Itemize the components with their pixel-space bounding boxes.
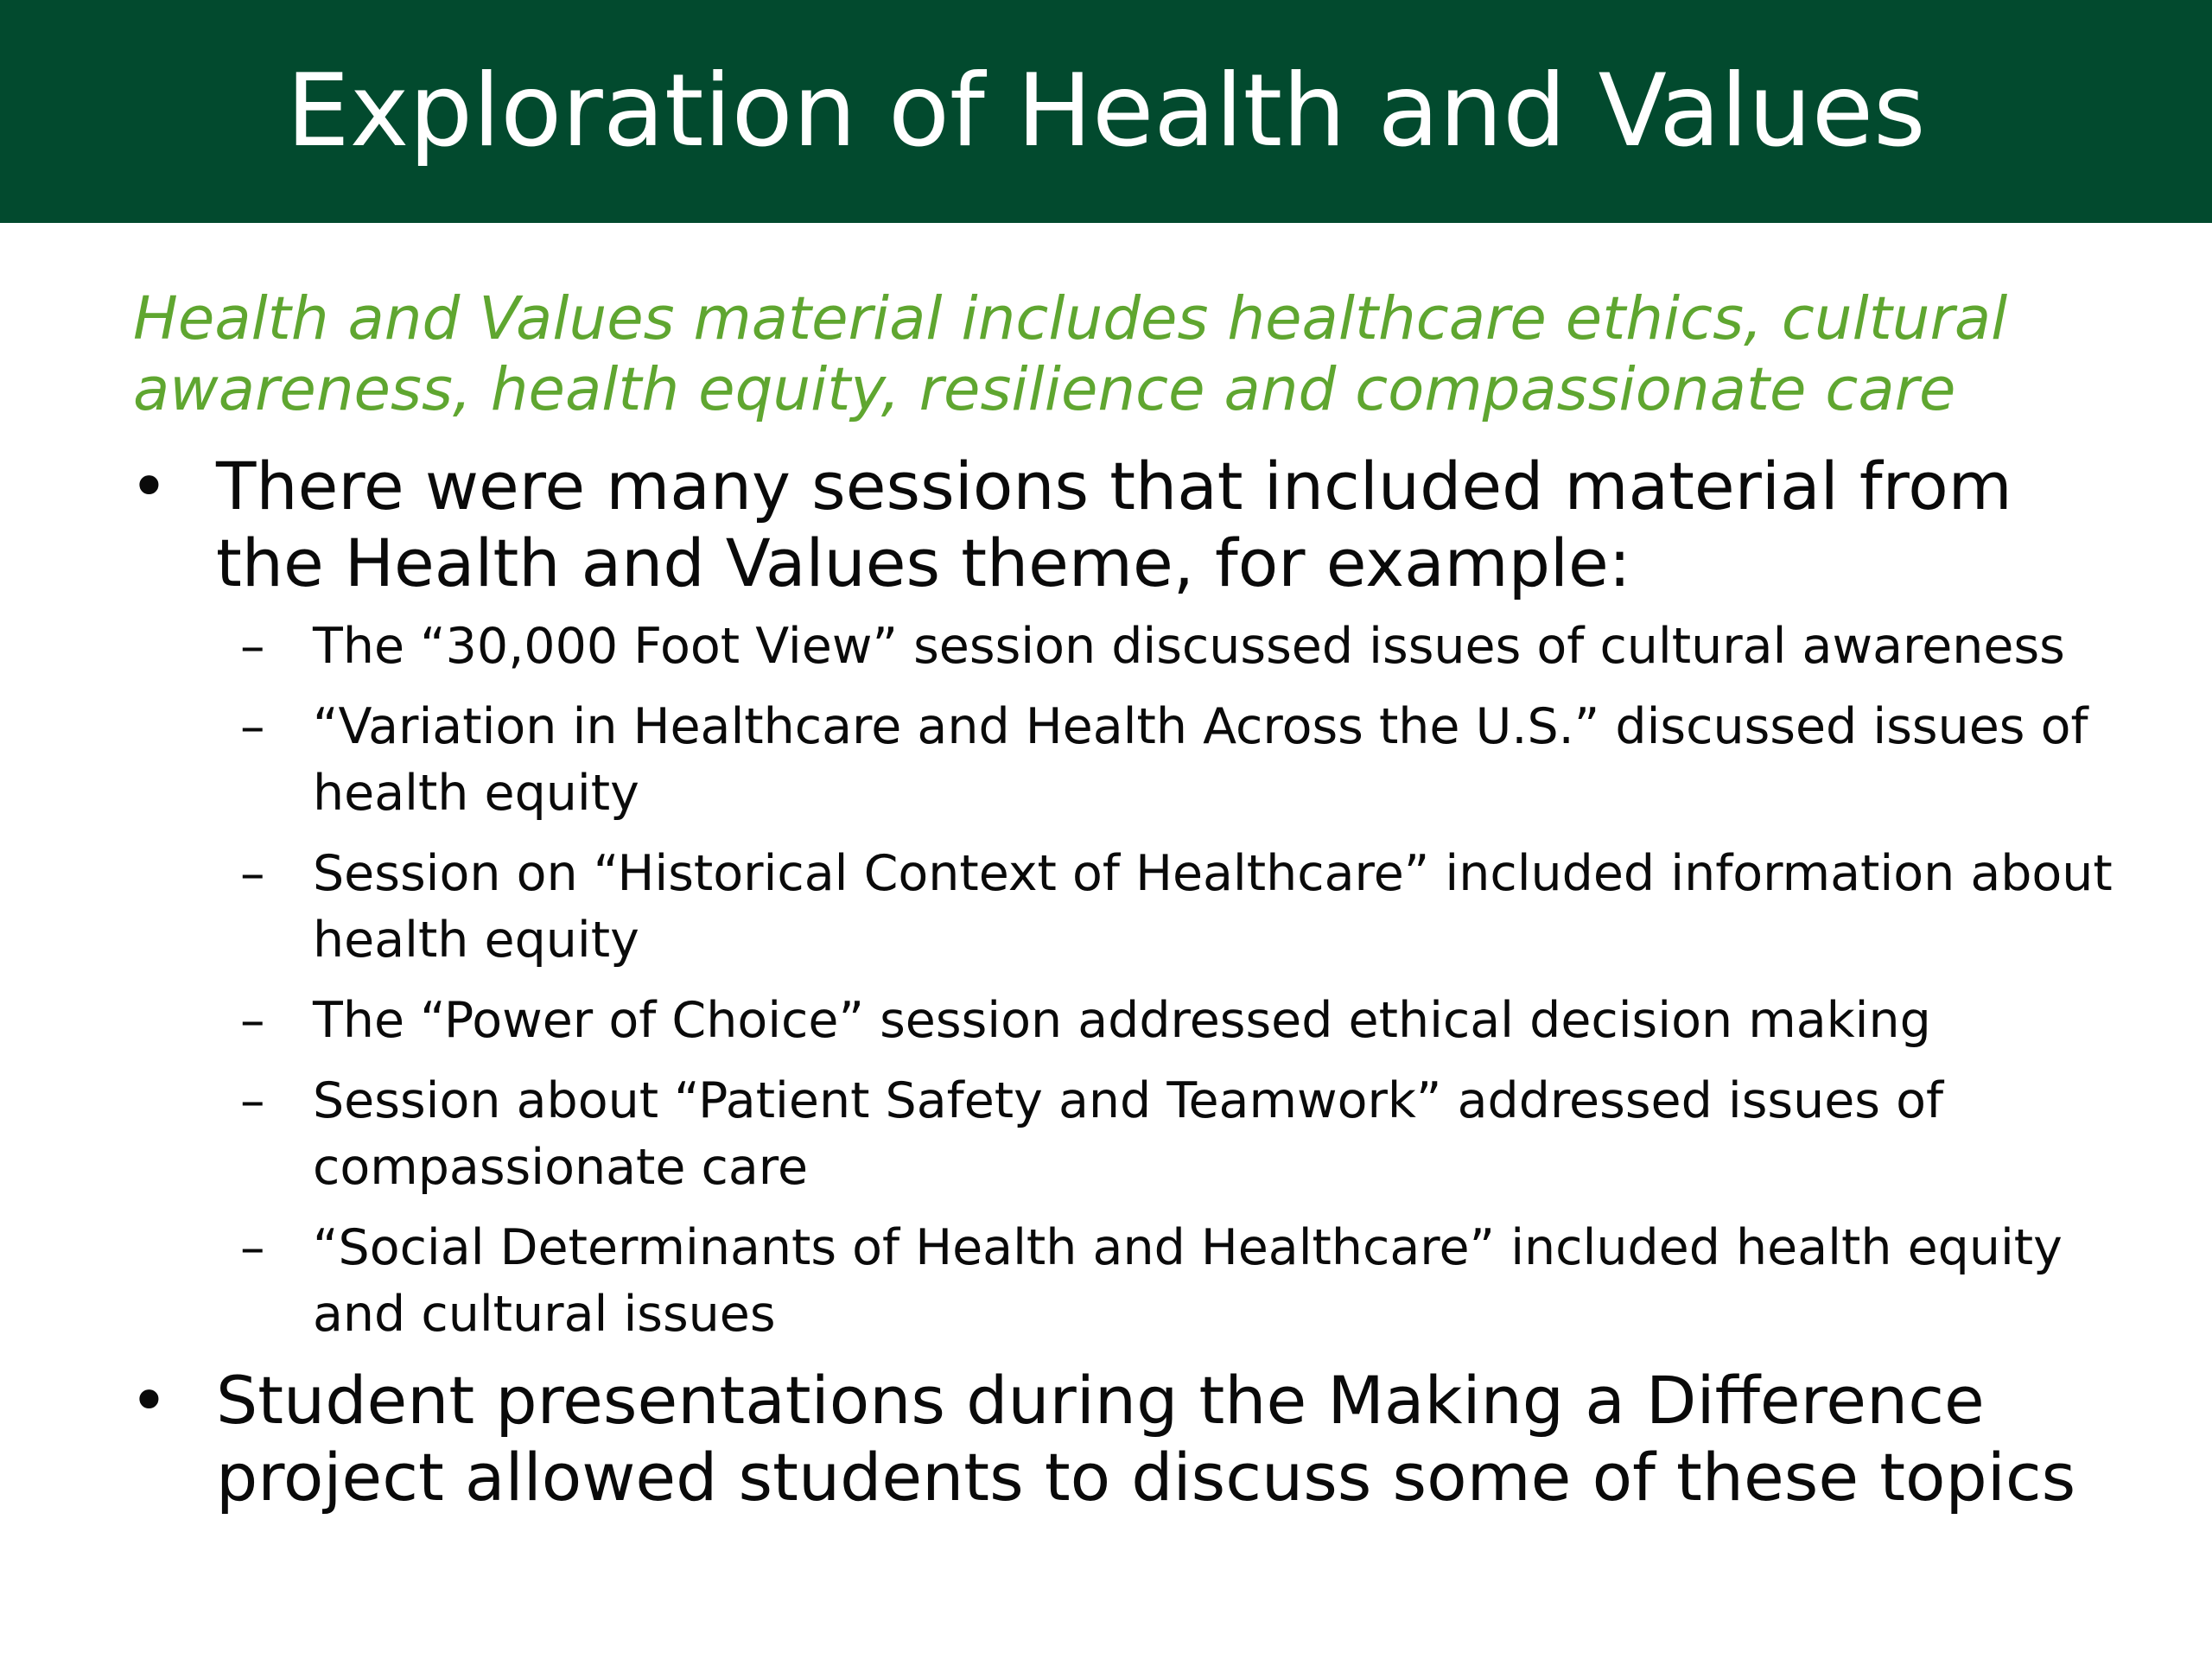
sub-bullet-text: “Variation in Healthcare and Health Across the U.S.” discussed issues of health equity — [313, 698, 2088, 822]
bullet-item-sessions — [130, 448, 2117, 1348]
slide-subtitle: Health and Values material includes healthcare ethics, cultural awareness, health equity, resilience and compassionate care — [133, 284, 2008, 424]
sub-bullet-text: Session about “Patient Safety and Teamwork” addressed issues of compassionate care — [313, 1072, 1944, 1196]
dash-icon: – — [240, 698, 265, 755]
bullet-icon: • — [130, 1362, 168, 1439]
sub-bullet-item — [130, 1068, 2117, 1201]
dash-icon: – — [240, 1072, 265, 1129]
sub-bullet-item — [130, 613, 2117, 680]
slide-title: Exploration of Health and Values — [286, 53, 1926, 169]
sub-bullet-item — [130, 988, 2117, 1054]
sub-bullet-list — [216, 613, 2117, 1348]
dash-icon: – — [240, 618, 265, 675]
bullet-icon: • — [130, 448, 168, 524]
dash-icon: – — [240, 992, 265, 1049]
sub-bullet-text: Session on “Historical Context of Healthcare” included information about health equity — [313, 845, 2113, 969]
bullet-text: Student presentations during the Making a Difference project allowed students to discuss some of these topics — [216, 1362, 2076, 1516]
bullet-item-presentations — [130, 1362, 2117, 1516]
dash-icon: – — [240, 1219, 265, 1276]
dash-icon: – — [240, 845, 265, 902]
bullet-text: There were many sessions that included material from the Health and Values theme, for example: — [216, 448, 2012, 601]
sub-bullet-item — [130, 841, 2117, 974]
sub-bullet-item — [130, 1215, 2117, 1348]
bullet-list — [130, 448, 2117, 1516]
sub-bullet-text: The “30,000 Foot View” session discussed issues of cultural awareness — [313, 618, 2065, 675]
sub-bullet-text: “Social Determinants of Health and Healthcare” included health equity and cultural issues — [313, 1219, 2063, 1343]
title-bar — [0, 0, 2212, 223]
sub-bullet-item — [130, 694, 2117, 827]
sub-bullet-text: The “Power of Choice” session addressed ethical decision making — [313, 992, 1931, 1049]
